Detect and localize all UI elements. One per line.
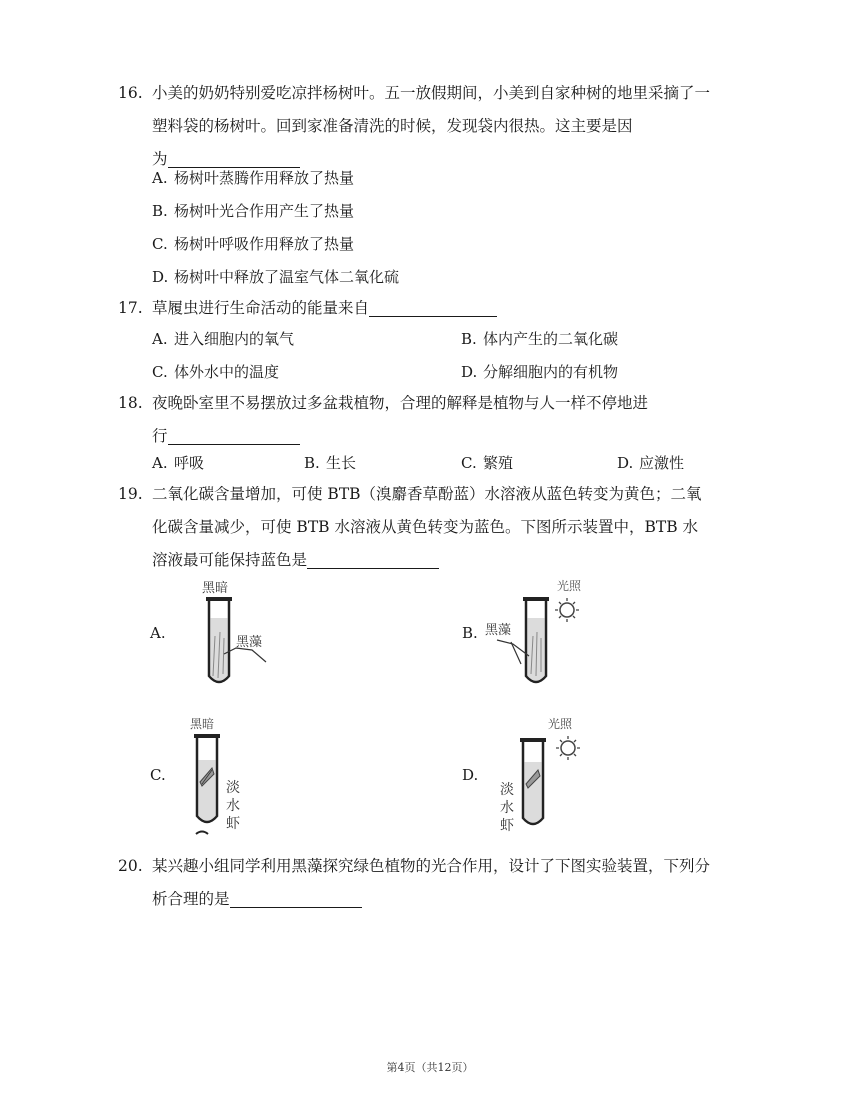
figure-b-top-label: 光照 (557, 579, 582, 593)
option-c: C. 体外水中的温度 (152, 363, 280, 381)
figure-c-side-label-2: 水 (226, 798, 240, 814)
question-number: 19. (118, 485, 143, 503)
option-a: A. 呼吸 (152, 454, 205, 472)
figure-d-top-label: 光照 (548, 717, 573, 731)
figure-d-side-label: 淡水虾 (492, 712, 495, 713)
question-stem-line: 行 (152, 427, 168, 445)
question-number: 18. (118, 394, 143, 412)
question-stem-line: 塑料袋的杨树叶。回到家准备清洗的时候，发现袋内很热。这主要是因 (152, 117, 633, 135)
question-20 (118, 850, 768, 916)
figure-d-side-label-2: 水 (500, 800, 514, 816)
answer-blank (168, 147, 300, 168)
option-a: A. 杨树叶蒸腾作用释放了热量 (152, 169, 355, 187)
option-b: B. 杨树叶光合作用产生了热量 (152, 202, 355, 220)
figure-c-letter: C. (150, 766, 166, 784)
option-b: B. 体内产生的二氧化碳 (461, 330, 619, 348)
sun-icon (560, 603, 574, 617)
figure-c-side-label-3: 虾 (226, 816, 240, 832)
option-c: C. 杨树叶呼吸作用释放了热量 (152, 235, 355, 253)
page-footer: 第4页（共12页） (386, 1061, 474, 1074)
figure-c-side-label-1: 淡 (226, 780, 240, 796)
option-c: C. 繁殖 (461, 454, 514, 472)
question-stem-line: 析合理的是 (152, 890, 230, 908)
figure-c-side-label: 淡水虾 (180, 712, 183, 713)
question-stem-line: 某兴趣小组同学利用黑藻探究绿色植物的光合作用，设计了下图实验装置，下列分 (152, 857, 711, 875)
question-stem-line: 为 (152, 150, 168, 168)
option-d: D. 应激性 (617, 454, 685, 472)
question-18 (118, 387, 768, 453)
question-stem-line: 小美的奶奶特别爱吃凉拌杨树叶。五一放假期间，小美到自家种树的地里采摘了一 (152, 84, 711, 102)
question-stem-line: 草履虫进行生命活动的能量来自 (152, 299, 370, 317)
figure-a-top-label: 黑暗 (202, 581, 229, 596)
figure-d-letter: D. (462, 766, 479, 784)
question-number: 16. (118, 84, 143, 102)
option-d: D. 杨树叶中释放了温室气体二氧化硫 (152, 268, 400, 286)
sun-icon (561, 741, 575, 755)
question-number: 17. (118, 299, 143, 317)
figure-d-side-label-3: 虾 (500, 818, 514, 834)
figure-c-test-tube (180, 712, 290, 837)
question-stem-line: 夜晚卧室里不易摆放过多盆栽植物，合理的解释是植物与人一样不停地进 (152, 394, 649, 412)
figure-a-letter: A. (150, 624, 166, 642)
option-b: B. 生长 (304, 454, 357, 472)
figure-d-test-tube (492, 712, 602, 837)
figure-a-test-tube (180, 576, 290, 691)
question-17 (118, 292, 768, 325)
question-number: 20. (118, 857, 143, 875)
figure-c-top-label: 黑暗 (190, 717, 215, 731)
figure-b-side-label: 黑藻 (485, 623, 512, 638)
figure-d-side-label-1: 淡 (500, 782, 514, 798)
answer-blank (307, 548, 439, 569)
answer-blank (168, 424, 300, 445)
question-stem-line: 溶液最可能保持蓝色是 (152, 551, 308, 569)
figure-a-side-label: 黑藻 (236, 635, 263, 650)
option-a: A. 进入细胞内的氧气 (152, 330, 295, 348)
question-stem-line: 化碳含量减少，可使 BTB 水溶液从黄色转变为蓝色。下图所示装置中，BTB 水 (152, 518, 699, 536)
answer-blank (369, 296, 497, 317)
figure-b-test-tube (485, 574, 595, 694)
question-19 (118, 478, 768, 577)
figure-b-letter: B. (462, 624, 478, 642)
option-d: D. 分解细胞内的有机物 (461, 363, 619, 381)
answer-blank (230, 887, 362, 908)
question-16 (118, 77, 768, 176)
question-stem-line: 二氧化碳含量增加，可使 BTB（溴麝香草酚蓝）水溶液从蓝色转变为黄色；二氧 (152, 485, 702, 503)
